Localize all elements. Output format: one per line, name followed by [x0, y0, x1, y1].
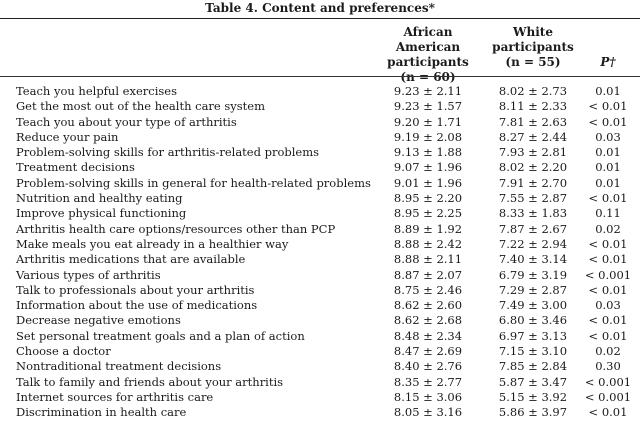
white-value: 7.29 ± 2.87	[498, 282, 568, 297]
white-value: 7.22 ± 2.94	[498, 236, 568, 251]
table-row	[0, 222, 640, 237]
p-value: < 0.001	[584, 389, 632, 404]
p-value: < 0.01	[588, 236, 628, 251]
p-value: 0.01	[595, 145, 621, 160]
header-aa-line-2: participants	[387, 55, 469, 69]
table-row	[0, 298, 640, 313]
table-row	[0, 268, 640, 283]
african-american-value: 8.62 ± 2.60	[393, 298, 463, 313]
african-american-value: 8.05 ± 3.16	[393, 405, 463, 420]
p-value: < 0.01	[588, 99, 628, 114]
table-title: Table 4. Content and preferences*	[205, 1, 435, 15]
p-value: < 0.01	[588, 313, 628, 328]
p-value: < 0.01	[588, 252, 628, 267]
table-row	[0, 145, 640, 160]
white-value: 6.80 ± 3.46	[498, 313, 568, 328]
row-label: Get the most out of the health care system	[16, 99, 266, 114]
row-label: Talk to professionals about your arthritis	[16, 282, 255, 297]
table-row	[0, 130, 640, 145]
row-label: Arthritis medications that are available	[16, 252, 246, 267]
row-label: Set personal treatment goals and a plan of action	[16, 328, 305, 343]
p-value: < 0.01	[588, 191, 628, 206]
header-aa-line-3: (n = 60)	[400, 70, 456, 84]
table-row	[0, 283, 640, 298]
row-label: Make meals you eat already in a healthier way	[16, 236, 289, 251]
row-label: Problem-solving skills in general for health-related problems	[16, 175, 371, 190]
header-white-line-2: participants	[492, 40, 574, 54]
row-label: Nontraditional treatment decisions	[16, 359, 222, 374]
table-row	[0, 160, 640, 175]
table-row	[0, 206, 640, 221]
p-value: < 0.01	[588, 282, 628, 297]
row-label: Arthritis health care options/resources other than PCP	[16, 221, 336, 236]
white-value: 7.15 ± 3.10	[498, 344, 568, 359]
p-value: < 0.01	[588, 114, 628, 129]
p-value: < 0.01	[588, 405, 628, 420]
row-label: Teach you helpful exercises	[16, 84, 177, 98]
white-value: 8.33 ± 1.83	[498, 206, 568, 221]
white-value: 7.91 ± 2.70	[498, 175, 568, 190]
white-value: 7.87 ± 2.67	[498, 221, 568, 236]
p-value: 0.02	[595, 344, 621, 359]
p-value: 0.01	[595, 84, 621, 98]
white-value: 8.02 ± 2.20	[498, 160, 568, 175]
table-body	[0, 84, 640, 421]
p-value: 0.01	[595, 175, 621, 190]
african-american-value: 8.95 ± 2.20	[393, 191, 463, 206]
table-row	[0, 375, 640, 390]
table-row	[0, 191, 640, 206]
row-label: Problem-solving skills for arthritis-related problems	[16, 145, 320, 160]
white-value: 7.81 ± 2.63	[498, 114, 568, 129]
african-american-value: 8.88 ± 2.11	[393, 252, 463, 267]
top-rule	[0, 18, 640, 19]
p-value: < 0.01	[588, 328, 628, 343]
table-row	[0, 176, 640, 191]
african-american-value: 8.87 ± 2.07	[393, 267, 463, 282]
white-value: 7.93 ± 2.81	[498, 145, 568, 160]
african-american-value: 9.20 ± 1.71	[393, 114, 463, 129]
african-american-value: 8.15 ± 3.06	[393, 389, 463, 404]
row-label: Choose a doctor	[16, 344, 111, 359]
table-row	[0, 390, 640, 405]
table-row	[0, 313, 640, 328]
table-row	[0, 99, 640, 114]
table-row	[0, 237, 640, 252]
p-value: 0.30	[595, 359, 621, 374]
p-value: 0.11	[595, 206, 621, 221]
white-value: 5.86 ± 3.97	[498, 405, 568, 420]
white-value: 8.11 ± 2.33	[498, 99, 568, 114]
african-american-value: 8.35 ± 2.77	[393, 374, 463, 389]
african-american-value: 8.88 ± 2.42	[393, 236, 463, 251]
white-value: 8.02 ± 2.73	[498, 84, 568, 98]
row-label: Nutrition and healthy eating	[16, 191, 183, 206]
p-value: 0.01	[595, 160, 621, 175]
row-label: Teach you about your type of arthritis	[16, 114, 237, 129]
header-p-label: P†	[600, 55, 616, 69]
african-american-value: 9.19 ± 2.08	[393, 129, 463, 144]
row-label: Talk to family and friends about your arthritis	[16, 374, 284, 389]
white-value: 8.27 ± 2.44	[498, 129, 568, 144]
p-value: 0.03	[595, 298, 621, 313]
white-value: 7.85 ± 2.84	[498, 359, 568, 374]
table-row	[0, 329, 640, 344]
white-value: 7.49 ± 3.00	[498, 298, 568, 313]
white-value: 6.97 ± 3.13	[498, 328, 568, 343]
table-row	[0, 359, 640, 374]
white-value: 7.40 ± 3.14	[498, 252, 568, 267]
p-value: 0.02	[595, 221, 621, 236]
p-value: 0.03	[595, 129, 621, 144]
row-label: Decrease negative emotions	[16, 313, 181, 328]
african-american-value: 9.23 ± 1.57	[393, 99, 463, 114]
table-row	[0, 115, 640, 130]
african-american-value: 9.23 ± 2.11	[393, 84, 463, 98]
african-american-value: 9.13 ± 1.88	[393, 145, 463, 160]
african-american-value: 8.48 ± 2.34	[393, 328, 463, 343]
header-white-line-3: (n = 55)	[505, 55, 561, 69]
header-aa-line-1: African American	[395, 25, 461, 54]
p-value: < 0.001	[584, 374, 632, 389]
row-label: Discrimination in health care	[16, 405, 187, 420]
row-label: Reduce your pain	[16, 129, 119, 144]
row-label: Various types of arthritis	[16, 267, 161, 282]
african-american-value: 9.01 ± 1.96	[393, 175, 463, 190]
header-p-value	[580, 55, 636, 70]
african-american-value: 8.62 ± 2.68	[393, 313, 463, 328]
p-value: < 0.001	[584, 267, 632, 282]
header-white	[478, 25, 588, 70]
table-row	[0, 84, 640, 99]
row-label: Improve physical functioning	[16, 206, 187, 221]
white-value: 6.79 ± 3.19	[498, 267, 568, 282]
row-label: Internet sources for arthritis care	[16, 389, 214, 404]
african-american-value: 8.40 ± 2.76	[393, 359, 463, 374]
african-american-value: 8.47 ± 2.69	[393, 344, 463, 359]
table-row	[0, 405, 640, 420]
african-american-value: 8.95 ± 2.25	[393, 206, 463, 221]
header-white-line-1: White	[513, 25, 553, 39]
row-label: Information about the use of medications	[16, 298, 258, 313]
header-rule	[0, 76, 640, 77]
african-american-value: 8.75 ± 2.46	[393, 282, 463, 297]
white-value: 5.87 ± 3.47	[498, 374, 568, 389]
african-american-value: 8.89 ± 1.92	[393, 221, 463, 236]
table-row	[0, 252, 640, 267]
white-value: 5.15 ± 3.92	[498, 389, 568, 404]
african-american-value: 9.07 ± 1.96	[393, 160, 463, 175]
white-value: 7.55 ± 2.87	[498, 191, 568, 206]
table-row	[0, 344, 640, 359]
row-label: Treatment decisions	[16, 160, 135, 175]
